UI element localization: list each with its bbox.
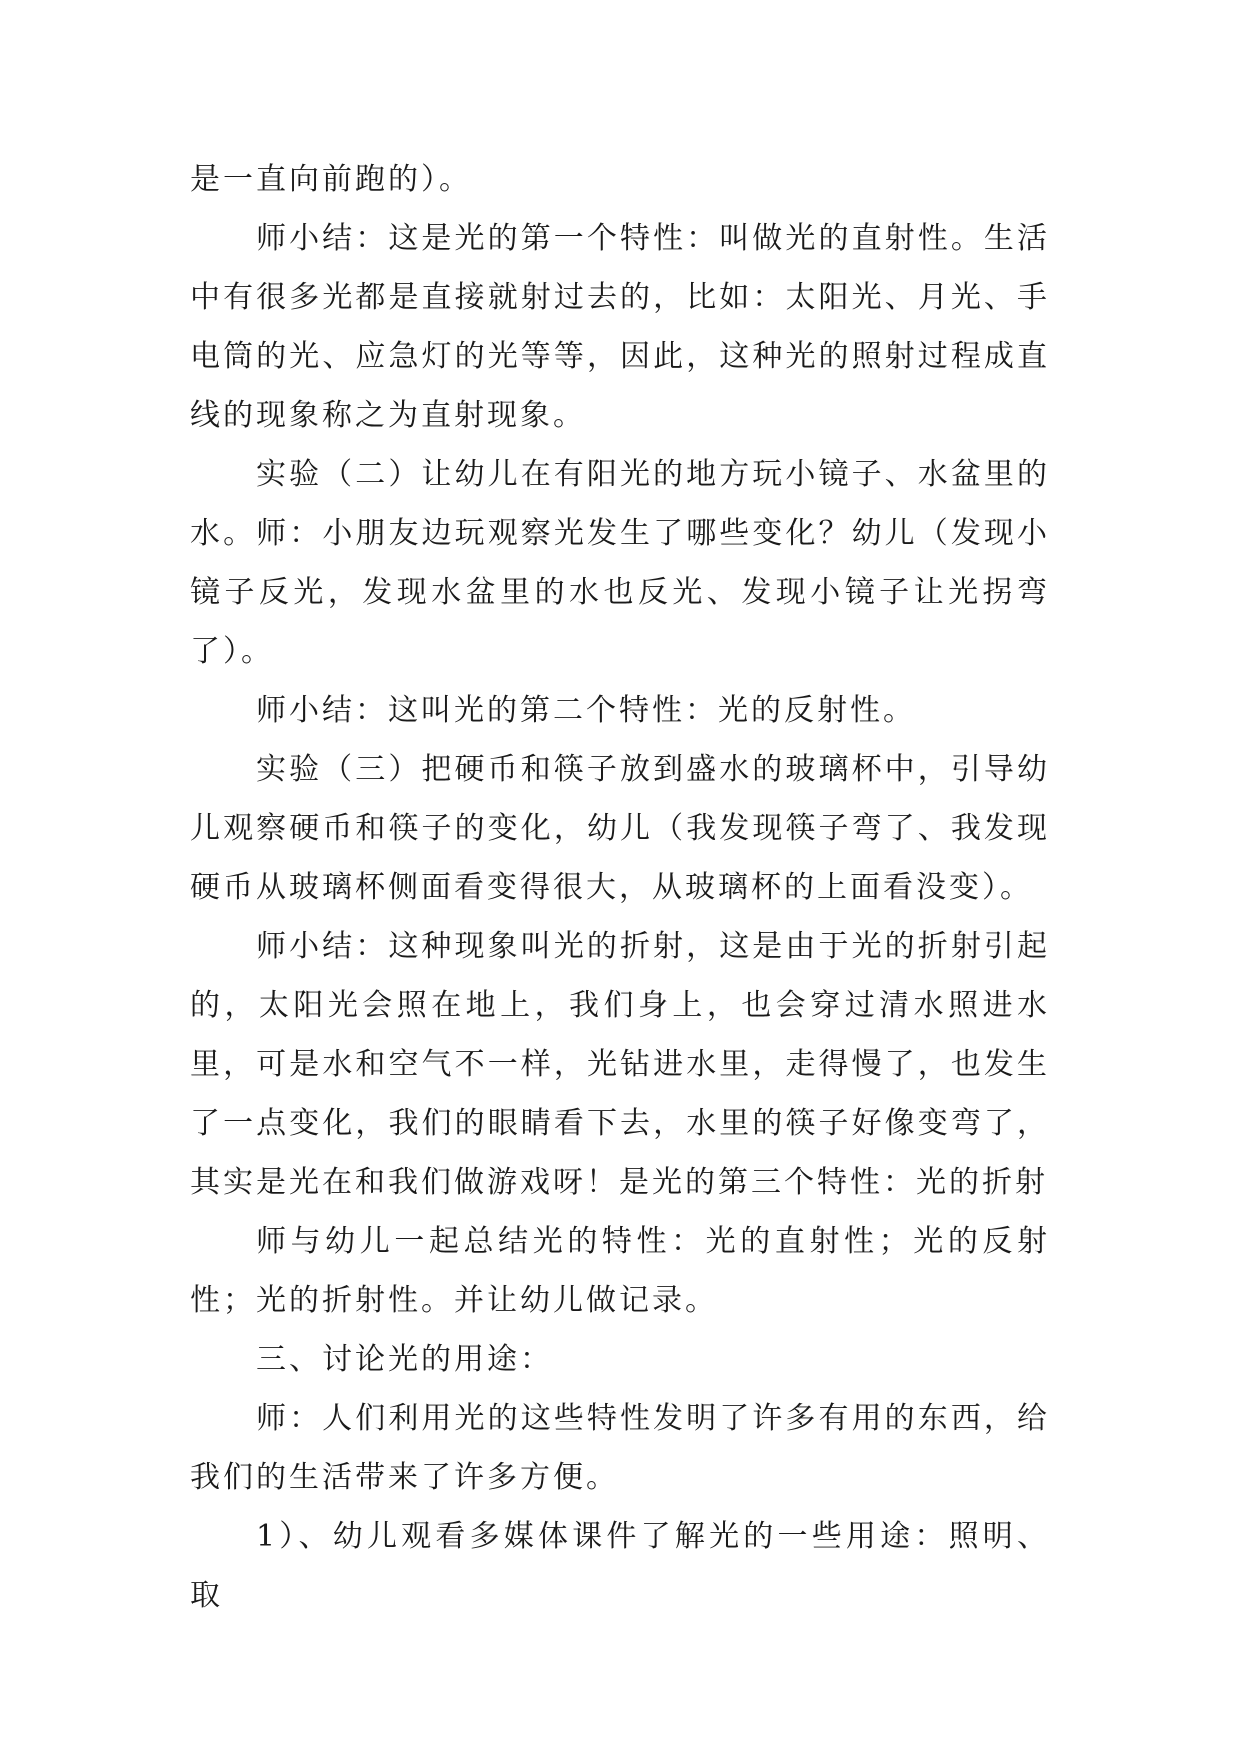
paragraph-summary-refraction: 师小结：这种现象叫光的折射，这是由于光的折射引起的，太阳光会照在地上，我们身上，也会穿过清水照进水里，可是水和空气不一样，光钻进水里，走得慢了，也发生了一点变化，我们的眼睛看下去，水里的筷子好像变弯了，其实是光在和我们做游戏呀！是光的第三个特性：光的折射 — [190, 929, 1050, 1200]
section-heading-uses: 三、讨论光的用途： — [256, 1342, 553, 1377]
list-item-uses-1: 1）、幼儿观看多媒体课件了解光的一些用途：照明、取 — [190, 1519, 1050, 1613]
paragraph-continuation: 是一直向前跑的）。 — [190, 162, 472, 197]
paragraph-summary-all: 师与幼儿一起总结光的特性：光的直射性；光的反射性；光的折射性。并让幼儿做记录。 — [190, 1224, 1050, 1318]
paragraph-teacher-uses: 师：人们利用光的这些特性发明了许多有用的东西，给我们的生活带来了许多方便。 — [190, 1401, 1050, 1495]
paragraph-summary-reflection: 师小结：这叫光的第二个特性：光的反射性。 — [256, 693, 916, 728]
document-body — [190, 150, 1050, 1625]
paragraph-summary-direct: 师小结：这是光的第一个特性：叫做光的直射性。生活中有很多光都是直接就射过去的，比如：太阳光、月光、手电筒的光、应急灯的光等等，因此，这种光的照射过程成直线的现象称之为直射现象。 — [190, 221, 1050, 433]
paragraph-experiment-two: 实验（二）让幼儿在有阳光的地方玩小镜子、水盆里的水。师：小朋友边玩观察光发生了哪些变化？幼儿（发现小镜子反光，发现水盆里的水也反光、发现小镜子让光拐弯了）。 — [190, 457, 1050, 669]
paragraph-experiment-three: 实验（三）把硬币和筷子放到盛水的玻璃杯中，引导幼儿观察硬币和筷子的变化，幼儿（我发现筷子弯了、我发现硬币从玻璃杯侧面看变得很大，从玻璃杯的上面看没变）。 — [190, 752, 1050, 905]
